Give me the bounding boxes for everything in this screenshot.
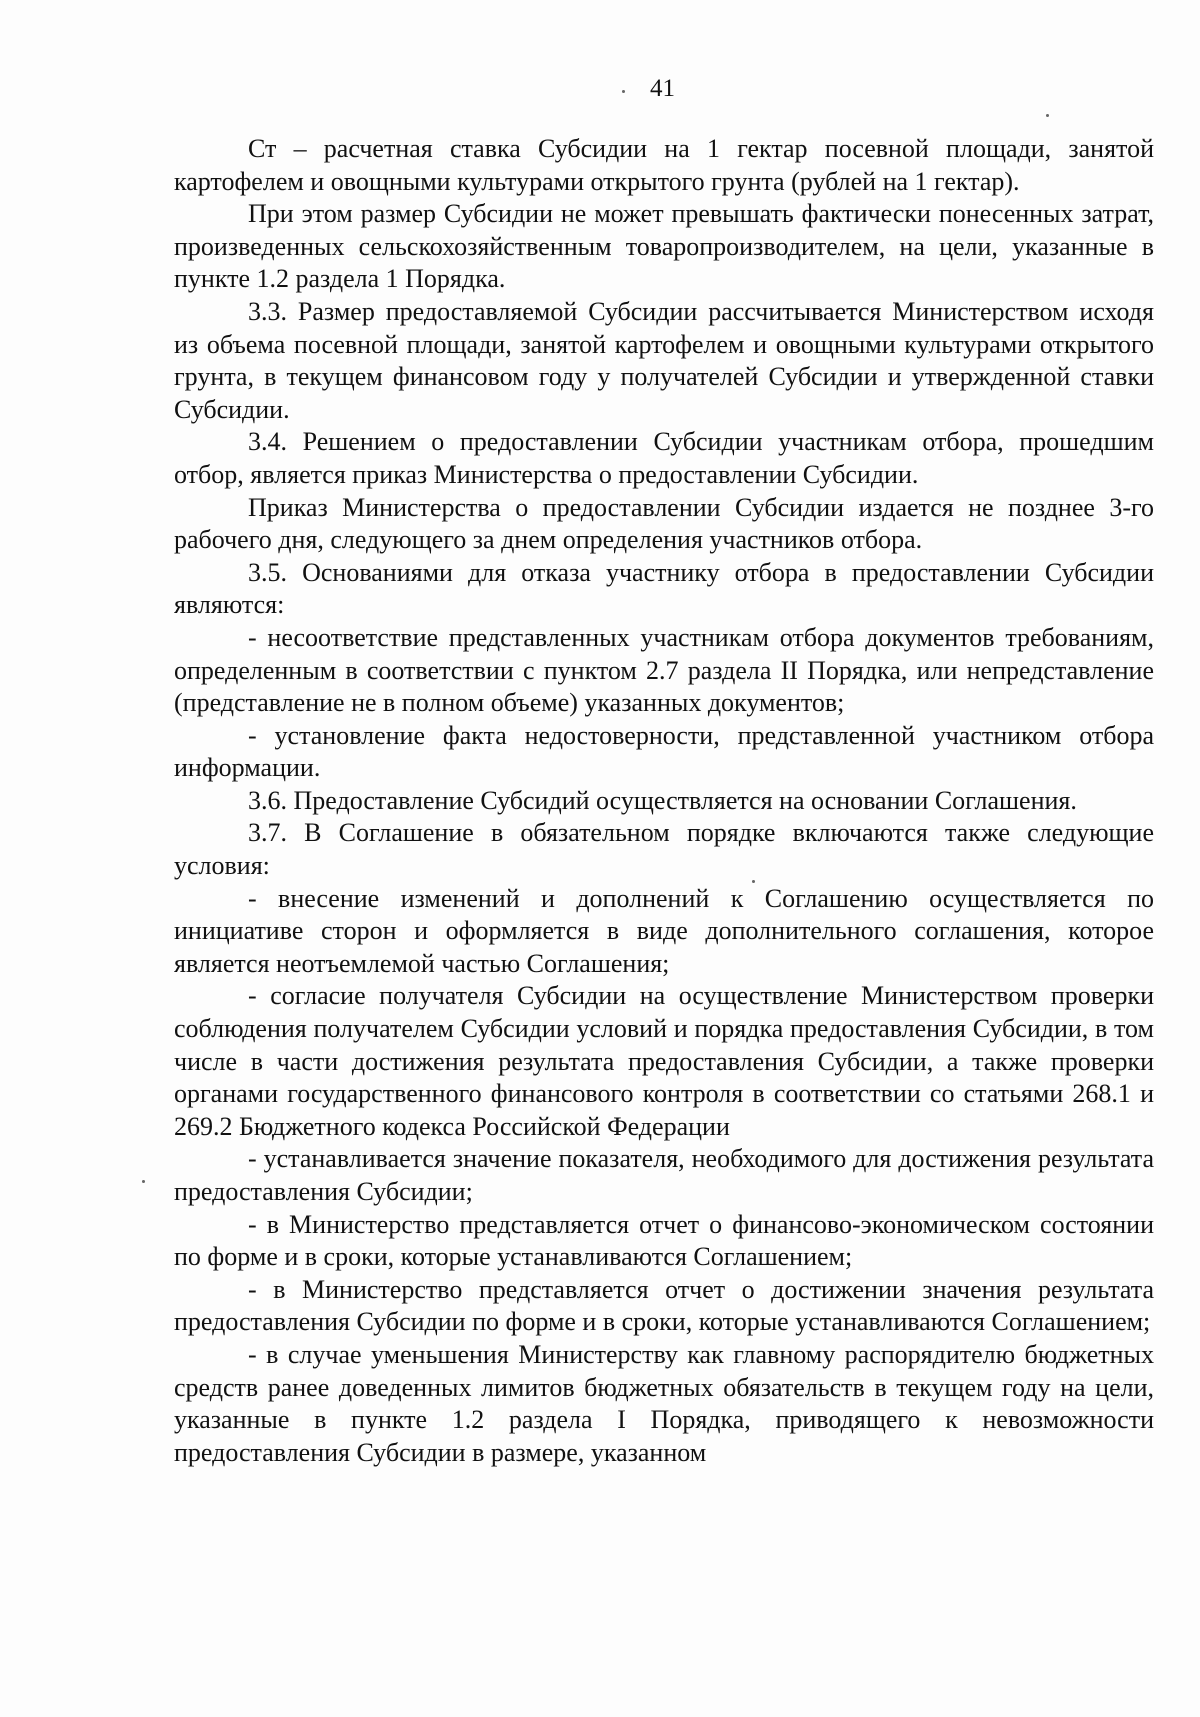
list-item-nonconformity: - несоответствие представленных участникам отбора документов требованиям, определенным в соответствии с пунктом 2.7 раздела II Порядка, или непредставление (представление не в полном объеме) указанных документов; — [174, 622, 1154, 718]
list-item-financial-report: - в Министерство представляется отчет о финансово-экономическом состоянии по форме и в сроки, которые устанавливаются Соглашением; — [174, 1209, 1154, 1272]
scan-speck — [142, 1180, 145, 1183]
paragraph-3-4: 3.4. Решением о предоставлении Субсидии участникам отбора, прошедшим отбор, является приказ Министерства о предоставлении Субсидии. — [174, 427, 1154, 489]
list-item-amendments: - внесение изменений и дополнений к Соглашению осуществляется по инициативе сторон и оформляется в виде дополнительного соглашения, которое является неотъемлемой частью Соглашения; — [174, 883, 1154, 978]
list-item-consent-inspection: - согласие получателя Субсидии на осуществление Министерством проверки соблюдения получателем Субсидии условий и порядка предоставления Субсидии, в том числе в части достижения результата предоставления Субсидии, а также проверки органами государственного финансового контроля в соответствии со статьями 268.1 и 269.2 Бюджетного кодекса Российской Федерации — [174, 981, 1154, 1141]
paragraph-3-5: 3.5. Основаниями для отказа участнику отбора в предоставлении Субсидии являются: — [174, 557, 1154, 620]
paragraph-3-3: 3.3. Размер предоставляемой Субсидии рассчитывается Министерством исходя из объема посевной площади, занятой картофелем и овощными культурами открытого грунта, в текущем финансовом году у получателей Субсидии и утвержденной ставки Субсидии. — [174, 296, 1154, 424]
list-item-limit-reduction: - в случае уменьшения Министерству как главному распорядителю бюджетных средств ранее доведенных лимитов бюджетных обязательств в текущем году на цели, указанные в пункте 1.2 раздела I Порядка, приводящего к невозможности предоставления Субсидии в размере, указанном — [174, 1339, 1154, 1467]
list-item-false-info: - установление факта недостоверности, представленной участником отбора информации. — [174, 720, 1154, 783]
paragraph-ct-definition: Ст – расчетная ставка Субсидии на 1 гектар посевной площади, занятой картофелем и овощными культурами открытого грунта (рублей на 1 гектар). — [174, 134, 1154, 196]
paragraph-subsidy-limit: При этом размер Субсидии не может превышать фактически понесенных затрат, произведенных сельскохозяйственным товаропроизводителем, на цели, указанные в пункте 1.2 раздела 1 Порядка. — [174, 199, 1154, 294]
list-item-result-report: - в Министерство представляется отчет о достижении значения результата предоставления Субсидии по форме и в сроки, которые устанавливаются Соглашением; — [174, 1274, 1154, 1337]
page-number: 41 — [650, 75, 675, 102]
scan-speck — [752, 880, 755, 883]
paragraph-3-6: 3.6. Предоставление Субсидий осуществляется на основании Соглашения. — [248, 785, 1077, 815]
list-item-indicator-value: - устанавливается значение показателя, необходимого для достижения результата предоставления Субсидии; — [174, 1144, 1154, 1206]
scan-speck — [1046, 114, 1049, 117]
document-body — [174, 133, 1154, 1469]
paragraph-order-deadline: Приказ Министерства о предоставлении Субсидии издается не позднее 3-го рабочего дня, следующего за днем определения участников отбора. — [174, 492, 1154, 555]
scan-speck — [622, 90, 625, 93]
paragraph-3-7: 3.7. В Соглашение в обязательном порядке включаются также следующие условия: — [174, 818, 1154, 881]
